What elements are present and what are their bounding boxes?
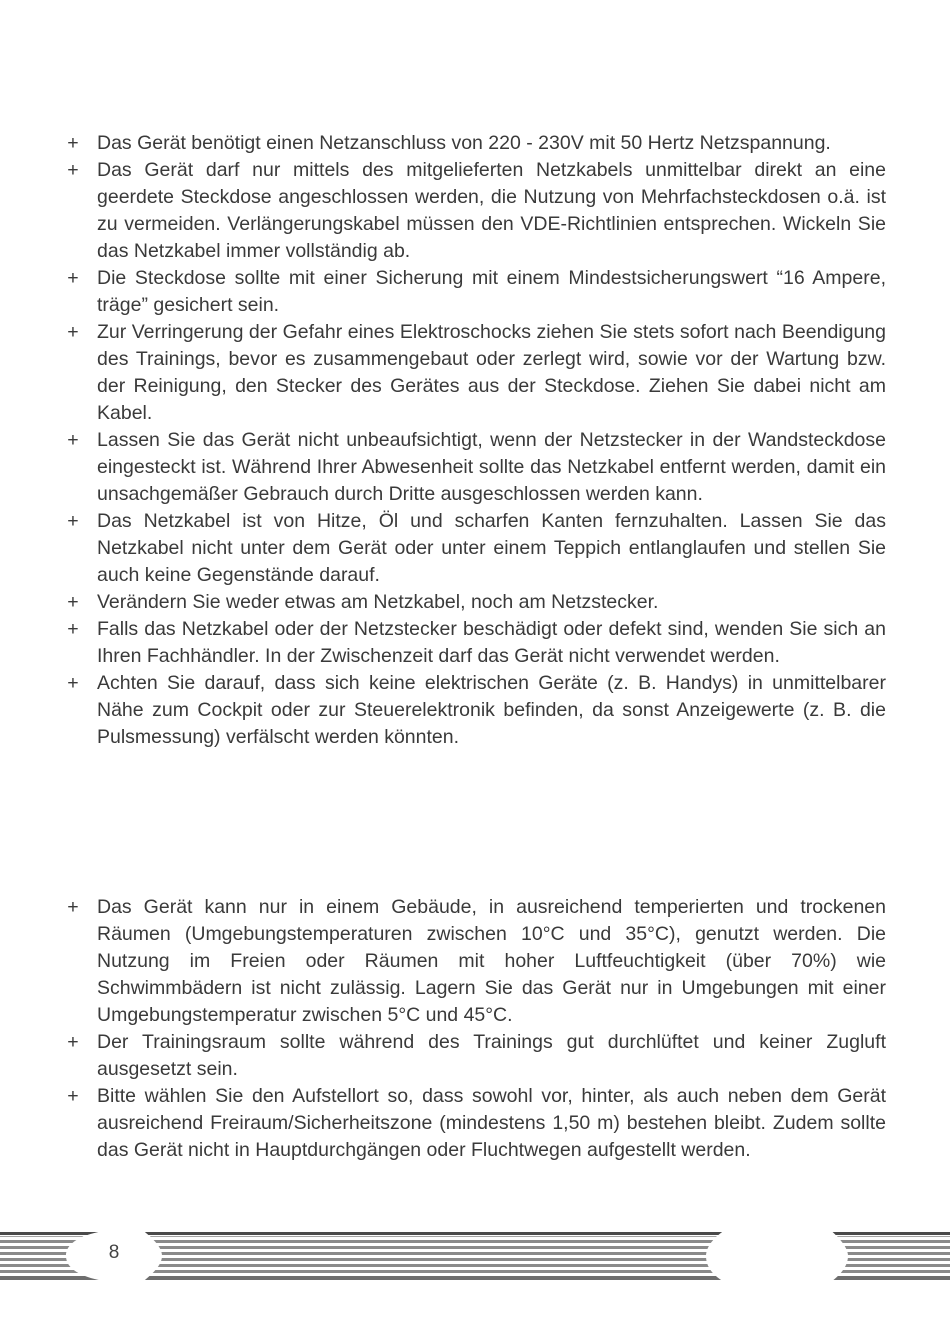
plus-bullet: + xyxy=(67,896,79,918)
list-item xyxy=(0,157,950,265)
plus-bullet: + xyxy=(67,132,79,154)
plus-bullet: + xyxy=(67,618,79,640)
list-item-text: Falls das Netzkabel oder der Netzstecker beschädigt oder defekt sind, wenden Sie sich an Ihren Fachhändler. In der Zwischenzeit darf das Gerät nicht verwendet werden. xyxy=(97,618,886,667)
list-item xyxy=(0,130,950,157)
list-item xyxy=(0,616,950,670)
plus-bullet: + xyxy=(67,1031,79,1053)
list-item xyxy=(0,894,950,1029)
list-item-text: Verändern Sie weder etwas am Netzkabel, noch am Netzstecker. xyxy=(97,591,659,613)
list-item-text: Achten Sie darauf, dass sich keine elektrischen Geräte (z. B. Handys) in unmittelbarer Nähe zum Cockpit oder zur Steuerelektronik befinden, da sonst Anzeigewerte (z. B. die Pulsmessung) verfälscht werden könnten. xyxy=(97,672,886,748)
list-item-text: Das Netzkabel ist von Hitze, Öl und scharfen Kanten fernzuhalten. Lassen Sie das Netzkabel nicht unter dem Gerät oder unter einem Teppich entlanglaufen und stellen Sie auch keine Gegenstände darauf. xyxy=(97,510,886,586)
plus-bullet: + xyxy=(67,159,79,181)
list-item-text: Bitte wählen Sie den Aufstellort so, dass sowohl vor, hinter, als auch neben dem Gerät ausreichend Freiraum/Sicherheitszone (mindestens 1,50 m) bestehen bleibt. Zudem sollte das Gerät nicht in Hauptdurchgängen oder Fluchtwegen aufgestellt werden. xyxy=(97,1085,886,1161)
plus-bullet: + xyxy=(67,1085,79,1107)
plus-bullet: + xyxy=(67,510,79,532)
plus-bullet: + xyxy=(67,321,79,343)
list-item xyxy=(0,589,950,616)
list-item xyxy=(0,508,950,589)
list-item-text: Lassen Sie das Gerät nicht unbeaufsichtigt, wenn der Netzstecker in der Wandsteckdose eingesteckt ist. Während Ihrer Abwesenheit sollte das Netzkabel entfernt werden, damit ein unsachgemäßer Gebrauch durch Dritte ausgeschlossen werden kann. xyxy=(97,429,886,505)
list-item-text: Das Gerät darf nur mittels des mitgelieferten Netzkabels unmittelbar direkt an eine geerdete Steckdose angeschlossen werden, die Nutzung von Mehrfachsteckdosen o.ä. ist zu vermeiden. Verlängerungskabel müssen den VDE-Richtlinien entsprechen. Wickeln Sie das Netzkabel immer vollständig ab. xyxy=(97,159,886,262)
list-item-text: Das Gerät kann nur in einem Gebäude, in ausreichend temperierten und trockenen Räumen (Umgebungstemperaturen zwischen 10°C und 35°C), genutzt werden. Die Nutzung im Freien oder Räumen mit hoher Luftfeuchtigkeit (über 70%) wie Schwimmbädern ist nicht zulässig. Lagern Sie das Gerät nur in Umgebungen mit einer Umgebungstemperatur zwischen 5°C und 45°C. xyxy=(97,896,886,1026)
plus-bullet: + xyxy=(67,429,79,451)
list-item xyxy=(0,319,950,427)
installation-location-list xyxy=(0,894,950,1164)
list-item-text: Der Trainingsraum sollte während des Trainings gut durchlüftet und keiner Zugluft ausgesetzt sein. xyxy=(97,1031,886,1080)
plus-bullet: + xyxy=(67,267,79,289)
electrical-safety-list xyxy=(0,130,950,751)
plus-bullet: + xyxy=(67,672,79,694)
list-item-text: Zur Verringerung der Gefahr eines Elektroschocks ziehen Sie stets sofort nach Beendigung des Trainings, bevor es zusammengebaut oder zerlegt wird, sowie vor der Wartung bzw. der Reinigung, den Stecker des Gerätes aus der Steckdose. Ziehen Sie dabei nicht am Kabel. xyxy=(97,321,886,424)
footer-stripe-decoration xyxy=(0,1228,950,1284)
list-item xyxy=(0,265,950,319)
list-item xyxy=(0,1029,950,1083)
plus-bullet: + xyxy=(67,591,79,613)
list-item xyxy=(0,427,950,508)
page-number: 8 xyxy=(108,1242,120,1263)
list-item xyxy=(0,1083,950,1164)
list-item-text: Die Steckdose sollte mit einer Sicherung mit einem Mindestsicherungswert “16 Ampere, träge” gesichert sein. xyxy=(97,267,886,316)
list-item xyxy=(0,670,950,751)
list-item-text: Das Gerät benötigt einen Netzanschluss von 220 - 230V mit 50 Hertz Netzspannung. xyxy=(97,132,831,154)
